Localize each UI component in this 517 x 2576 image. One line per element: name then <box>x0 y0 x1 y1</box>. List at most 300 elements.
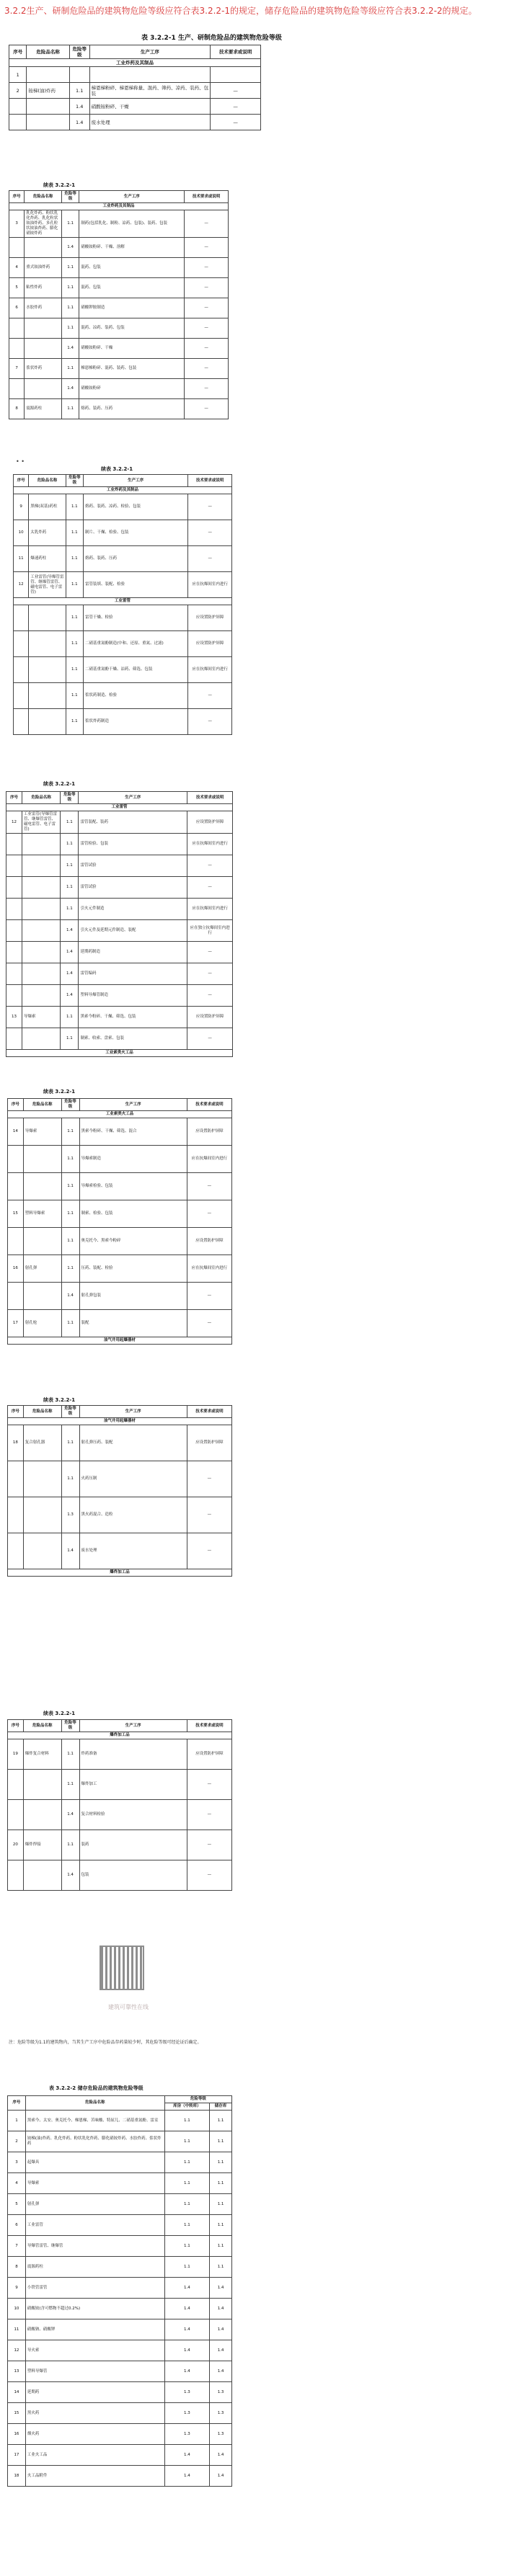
column-header: 危险等级 <box>66 475 83 487</box>
hazard-level: 1.1 <box>61 1118 79 1146</box>
table-7 <box>7 1719 232 1891</box>
row-number: 1 <box>8 2111 26 2131</box>
column-header: 危险品名称 <box>25 191 62 203</box>
product-name <box>22 899 60 920</box>
table-caption: 续表 3.2.2-1 <box>43 182 76 188</box>
column-header: 技术要求或说明 <box>187 792 233 804</box>
technical-note: — <box>188 683 232 709</box>
row-number: 3 <box>8 2152 26 2173</box>
process-description: 雷管试验 <box>79 877 187 899</box>
product-name: 震源药柱 <box>25 399 62 419</box>
technical-note: — <box>185 258 229 278</box>
hazard-level-transfer: 1.1 <box>164 2215 209 2236</box>
hazard-level: 1.1 <box>61 1007 79 1028</box>
row-number: 15 <box>8 2403 26 2424</box>
table-row <box>9 379 229 399</box>
column-header: 生产工序 <box>79 1099 187 1111</box>
technical-note: — <box>211 83 261 99</box>
process-description: 爆炸加工 <box>79 1770 187 1800</box>
row-number <box>9 99 27 115</box>
hazard-level-transfer: 1.4 <box>164 2319 209 2340</box>
table-row <box>6 963 233 985</box>
table-row <box>14 683 232 709</box>
process-description: 熔药、装药、凉药、检验、包装 <box>83 494 187 520</box>
technical-note: — <box>185 379 229 399</box>
hazard-level: 1.1 <box>61 1739 79 1770</box>
row-number: 9 <box>8 2278 26 2299</box>
column-header: 序号 <box>9 191 25 203</box>
technical-note: — <box>187 877 233 899</box>
process-description: 浆状药制造、检验 <box>83 683 187 709</box>
process-description: 黑索今粉碎、干燥、筛选、混合 <box>79 1118 187 1146</box>
table-1 <box>9 45 261 130</box>
table-row <box>8 2361 232 2382</box>
table-row <box>8 1255 232 1283</box>
table-row <box>8 2257 232 2278</box>
product-name: 起爆具 <box>25 2152 164 2173</box>
product-name <box>23 1173 61 1200</box>
hazard-level-storage: 1.4 <box>210 2299 232 2319</box>
row-number <box>6 834 22 855</box>
technical-note: 应设置防护屏障 <box>187 1739 231 1770</box>
table-row <box>8 2466 232 2487</box>
section-label: 油气井用起爆器材 <box>8 1418 232 1425</box>
table-row <box>8 1830 232 1860</box>
row-number <box>9 339 25 359</box>
hazard-level: 1.1 <box>61 258 79 278</box>
row-number <box>6 985 22 1007</box>
product-name: 工业雷管(导爆管雷管、继爆管雷管、磁电雷管、电子雷管) <box>29 572 66 598</box>
hazard-level-transfer: 1.3 <box>164 2382 209 2403</box>
table-row <box>8 1497 232 1533</box>
table-row <box>14 572 232 598</box>
technical-note <box>211 67 261 83</box>
hazard-level: 1.1 <box>61 834 79 855</box>
technical-note: 应设置防护屏障 <box>187 1007 233 1028</box>
product-name <box>27 115 69 130</box>
table-row <box>8 2445 232 2466</box>
table-row <box>14 494 232 520</box>
row-number <box>6 920 22 942</box>
process-description: 塑料导爆管制造 <box>79 985 187 1007</box>
hazard-level: 1.4 <box>61 339 79 359</box>
row-number: 9 <box>14 494 29 520</box>
technical-note: — <box>188 546 232 572</box>
hazard-level: 1.3 <box>61 1497 79 1533</box>
hazard-level: 1.1 <box>61 1173 79 1200</box>
table-row <box>8 2278 232 2299</box>
column-header: 序号 <box>14 475 29 487</box>
table-row <box>6 811 233 834</box>
hazard-level-transfer: 1.4 <box>164 2361 209 2382</box>
product-name: 爆炸焊接 <box>23 1830 61 1860</box>
table-row <box>14 546 232 572</box>
hazard-level-transfer: 1.1 <box>164 2152 209 2173</box>
technical-note: 应设置防护屏障 <box>188 605 232 631</box>
column-header: 技术要求或说明 <box>187 1099 231 1111</box>
hazard-level: 1.1 <box>61 811 79 834</box>
process-description: 装配 <box>79 1310 187 1337</box>
product-name <box>23 1800 61 1830</box>
technical-note: — <box>187 1283 231 1310</box>
hazard-level: 1.1 <box>61 1310 79 1337</box>
product-name: 塑料导爆管 <box>25 2361 164 2382</box>
table-row <box>8 1118 232 1146</box>
row-number <box>14 631 29 657</box>
column-subheader: 储存库 <box>210 2103 232 2111</box>
hazard-level: 1.1 <box>61 298 79 318</box>
row-number: 18 <box>8 1425 24 1461</box>
table-8 <box>7 2095 232 2487</box>
hazard-level: 1.1 <box>66 605 83 631</box>
row-number <box>14 683 29 709</box>
hazard-level-storage: 1.1 <box>210 2131 232 2152</box>
hazard-level: 1.1 <box>61 1228 79 1255</box>
column-header: 危险等级 <box>61 1406 79 1418</box>
process-description: 混药、包装 <box>79 278 185 298</box>
table-row <box>9 210 229 238</box>
hazard-level: 1.1 <box>61 877 79 899</box>
hazard-level: 1.1 <box>61 1425 79 1461</box>
product-name <box>22 963 60 985</box>
process-description: 雷管编码 <box>79 963 187 985</box>
table-row <box>6 985 233 1007</box>
column-header: 技术要求或说明 <box>188 475 232 487</box>
column-header: 序号 <box>8 2096 26 2111</box>
row-number: 5 <box>8 2194 26 2215</box>
column-header: 危险品名称 <box>27 45 69 59</box>
hazard-level-transfer: 1.1 <box>164 2173 209 2194</box>
column-header: 危险品名称 <box>23 1720 61 1732</box>
product-name: 塑料导爆索 <box>23 1200 61 1228</box>
row-number: 17 <box>8 1310 24 1337</box>
product-name <box>25 318 62 339</box>
table-row <box>8 2152 232 2173</box>
product-name <box>22 855 60 877</box>
technical-note: — <box>187 1461 231 1497</box>
process-description: 压药、装配、检验 <box>79 1255 187 1283</box>
product-name: 烟火药 <box>25 2424 164 2445</box>
hazard-level-storage: 1.4 <box>210 2278 232 2299</box>
hazard-level: 1.1 <box>61 855 79 877</box>
technical-note: 应在独立抗爆间室内进行 <box>187 920 233 942</box>
technical-note: 应设置防护屏障 <box>187 1425 231 1461</box>
hazard-level: 1.1 <box>66 572 83 598</box>
table-row <box>9 83 261 99</box>
table-row <box>9 399 229 419</box>
product-name: 射孔弹 <box>23 1255 61 1283</box>
column-header: 生产工序 <box>89 45 211 59</box>
column-header: 生产工序 <box>79 191 185 203</box>
process-description: 射孔弹压药、装配 <box>79 1425 187 1461</box>
section-row <box>8 1569 232 1577</box>
hazard-level: 1.4 <box>61 1533 79 1569</box>
row-number <box>8 1283 24 1310</box>
process-description: 熔药、装药、压药 <box>79 399 185 419</box>
table-row <box>9 278 229 298</box>
section-label: 工业雷管 <box>6 804 233 811</box>
row-number: 6 <box>9 298 25 318</box>
table-row <box>9 359 229 379</box>
row-number: 4 <box>8 2173 26 2194</box>
column-header: 序号 <box>8 1406 24 1418</box>
technical-note: 应设置防护屏障 <box>187 1228 231 1255</box>
hazard-level-transfer: 1.4 <box>164 2278 209 2299</box>
qr-code-image <box>100 1946 144 1990</box>
technical-note: — <box>187 963 233 985</box>
product-name: 铵梯(油)炸药 <box>27 83 69 99</box>
section-row <box>9 59 261 67</box>
table-caption: 续表 3.2.2-1 <box>43 1397 76 1403</box>
process-description: 延期药制造 <box>79 942 187 963</box>
column-header: 危险等级 <box>61 1720 79 1732</box>
section-row <box>14 487 232 494</box>
hazard-level: 1.1 <box>61 1255 79 1283</box>
product-name <box>25 238 62 258</box>
technical-note: — <box>185 399 229 419</box>
table-caption: 表 3.2.2-1 生产、研制危险品的建筑物危险等级 <box>141 35 282 42</box>
technical-note: — <box>187 1533 231 1569</box>
process-description: 雷管装配、装药 <box>79 811 187 834</box>
product-name <box>22 834 60 855</box>
product-name <box>27 67 69 83</box>
technical-note: 应在抗爆间室内进行 <box>188 572 232 598</box>
hazard-level-transfer: 1.1 <box>164 2236 209 2257</box>
process-description: 奥克托今、黑索今粉碎 <box>79 1228 187 1255</box>
product-name: 粘性炸药 <box>25 278 62 298</box>
column-header: 技术要求或说明 <box>187 1720 231 1732</box>
product-name: 导爆索 <box>23 1118 61 1146</box>
hazard-level: 1.1 <box>69 83 89 99</box>
section-row <box>8 1732 232 1739</box>
row-number: 2 <box>8 2131 26 2152</box>
product-name: 黑索今、太安、奥克托今、梯恩梯、苦味酸、特屈儿、二硝基重氮酚、雷汞 <box>25 2111 164 2131</box>
product-name <box>23 1860 61 1891</box>
hazard-level: 1.4 <box>69 115 89 130</box>
table-6 <box>7 1405 232 1577</box>
column-header: 技术要求或说明 <box>187 1406 231 1418</box>
separator-dots: • • <box>16 458 25 465</box>
section-label: 工业雷管 <box>14 598 232 605</box>
process-description: 雷管试验 <box>79 855 187 877</box>
row-number <box>9 238 25 258</box>
process-description: 硝酸铵粉碎、干燥 <box>89 99 211 115</box>
process-description: 梯恩梯粉碎、梯恩梯称量、混药、筛药、凉药、装药、包装 <box>89 83 211 99</box>
technical-note: — <box>187 1028 233 1050</box>
hazard-level-storage: 1.4 <box>210 2361 232 2382</box>
row-number: 11 <box>14 546 29 572</box>
hazard-level: 1.1 <box>61 399 79 419</box>
product-name <box>23 1283 61 1310</box>
row-number: 5 <box>9 278 25 298</box>
product-name: 太乳炸药 <box>29 520 66 546</box>
technical-note: — <box>187 942 233 963</box>
product-name: 重式铵油炸药 <box>25 258 62 278</box>
section-row <box>6 804 233 811</box>
process-description: 火药压制 <box>79 1461 187 1497</box>
process-description: 混药、凉药、装药、包装 <box>79 318 185 339</box>
technical-note: 应设置防护屏障 <box>188 631 232 657</box>
technical-note: — <box>188 494 232 520</box>
row-number <box>8 1533 24 1569</box>
table-row <box>8 2111 232 2131</box>
product-name: 导爆管雷管、继爆管 <box>25 2236 164 2257</box>
column-header: 序号 <box>6 792 22 804</box>
process-description: 引火元件及延期元件制造、装配 <box>79 920 187 942</box>
table-row <box>6 899 233 920</box>
product-name: 工业火工品 <box>25 2445 164 2466</box>
row-number <box>6 1028 22 1050</box>
table-row <box>8 1800 232 1830</box>
row-number <box>9 379 25 399</box>
hazard-level: 1.1 <box>61 899 79 920</box>
row-number <box>6 942 22 963</box>
hazard-level: 1.1 <box>61 1146 79 1173</box>
table-2 <box>9 190 229 419</box>
product-name: 工业雷管(导爆管雷管、继爆管雷管、磁电雷管、电子雷管) <box>22 811 60 834</box>
hazard-level-storage: 1.1 <box>210 2152 232 2173</box>
row-number <box>8 1800 24 1830</box>
row-number <box>8 1497 24 1533</box>
process-description: 导爆索制造 <box>79 1146 187 1173</box>
product-name: 黑梯(双基)药柱 <box>29 494 66 520</box>
process-description: 黑索今粉碎、干燥、筛选、包装 <box>79 1007 187 1028</box>
row-number: 16 <box>8 2424 26 2445</box>
hazard-level: 1.1 <box>61 1770 79 1800</box>
hazard-level: 1.1 <box>61 1461 79 1497</box>
technical-note: — <box>185 210 229 238</box>
row-number: 8 <box>8 2257 26 2278</box>
table-row <box>8 2173 232 2194</box>
process-description: 复合材料检验 <box>79 1800 187 1830</box>
hazard-level-transfer: 1.3 <box>164 2403 209 2424</box>
technical-note: 应设置防护屏障 <box>187 1118 231 1146</box>
product-name: 黑火药 <box>25 2403 164 2424</box>
table-row <box>6 1028 233 1050</box>
product-name: 射孔枪 <box>23 1310 61 1337</box>
process-description: 熔药、装药、压药 <box>83 546 187 572</box>
table-row <box>9 115 261 130</box>
technical-note: — <box>185 298 229 318</box>
process-description: 导爆索检验、包装 <box>79 1173 187 1200</box>
technical-note: 应在抗爆间室内进行 <box>188 657 232 683</box>
hazard-level: 1.1 <box>66 494 83 520</box>
table-3 <box>13 474 232 735</box>
table-row <box>6 1007 233 1028</box>
row-number: 2 <box>9 83 27 99</box>
column-header: 生产工序 <box>79 1406 187 1418</box>
header-row <box>6 792 233 804</box>
table-row <box>6 942 233 963</box>
column-header: 危险等级 <box>61 792 79 804</box>
table-row <box>8 1425 232 1461</box>
column-header: 序号 <box>8 1720 24 1732</box>
hazard-level: 1.1 <box>66 520 83 546</box>
hazard-level-storage: 1.1 <box>210 2236 232 2257</box>
product-name: 复合射孔器 <box>23 1425 61 1461</box>
table-row <box>8 1461 232 1497</box>
table-row <box>8 1173 232 1200</box>
process-description: 硝酸铵粉碎 <box>79 379 185 399</box>
table-row <box>14 631 232 657</box>
table-5 <box>7 1098 232 1345</box>
product-name <box>23 1770 61 1800</box>
product-name: 导爆索 <box>22 1007 60 1028</box>
product-name: 导火索 <box>25 2340 164 2361</box>
hazard-level-storage: 1.4 <box>210 2340 232 2361</box>
hazard-level-storage: 1.1 <box>210 2173 232 2194</box>
row-number <box>6 899 22 920</box>
table-caption: 表 3.2.2-2 储存危险品的建筑物危险等级 <box>49 2085 143 2091</box>
table-row <box>6 834 233 855</box>
row-number: 18 <box>8 2466 26 2487</box>
table-row <box>9 298 229 318</box>
row-number <box>6 877 22 899</box>
table-row <box>8 2236 232 2257</box>
technical-note: — <box>187 855 233 877</box>
product-name: 铵梯(油)炸药、乳化炸药、粉状乳化炸药、膨化硝铵炸药、水胶炸药、浆状炸药 <box>25 2131 164 2152</box>
technical-note: — <box>185 339 229 359</box>
product-name: 爆速药柱 <box>29 546 66 572</box>
table-row <box>8 2340 232 2361</box>
table-row <box>8 2131 232 2152</box>
product-name: 震源药柱 <box>25 2257 164 2278</box>
row-number <box>14 605 29 631</box>
process-description: 制药(包括乳化、制粉、凉药、包装)、装药、包装 <box>79 210 185 238</box>
technical-note: — <box>185 278 229 298</box>
process-description: 炸药准备 <box>79 1739 187 1770</box>
process-description: 制索、检验、包装 <box>79 1200 187 1228</box>
technical-note: — <box>185 318 229 339</box>
header-row <box>9 45 261 59</box>
process-description: 梯恩梯粉碎、混药、装药、包装 <box>79 359 185 379</box>
hazard-level: 1.4 <box>61 379 79 399</box>
header-row <box>8 2096 232 2103</box>
row-number: 20 <box>8 1830 24 1860</box>
row-number: 16 <box>8 1255 24 1283</box>
hazard-level: 1.4 <box>61 238 79 258</box>
hazard-level: 1.1 <box>61 278 79 298</box>
product-name <box>23 1461 61 1497</box>
column-header: 危险品名称 <box>22 792 60 804</box>
table-note: 注：危险等级为1.1的建筑物内，当其生产工序中危险品存药量较少时，其危险等级可经论证后确定。 <box>9 2040 202 2045</box>
row-number: 1 <box>9 67 27 83</box>
process-description: 雷管干燥、检验 <box>83 605 187 631</box>
table-row <box>8 1228 232 1255</box>
header-row <box>9 191 229 203</box>
section-label: 爆炸加工品 <box>8 1569 232 1577</box>
hazard-level-transfer: 1.4 <box>164 2340 209 2361</box>
intro-text: 3.2.2生产、研制危险品的建筑物危险等级应符合表3.2.2-1的规定，储存危险品的建筑物危险等级应符合表3.2.2-2的规定。 <box>4 6 477 16</box>
column-header: 危险品名称 <box>23 1099 61 1111</box>
row-number <box>9 318 25 339</box>
hazard-level: 1.4 <box>61 1800 79 1830</box>
technical-note: 应在抗爆间室内进行 <box>187 1146 231 1173</box>
process-description: 装药 <box>79 1830 187 1860</box>
table-row <box>8 2403 232 2424</box>
watermark-text: 建筑可靠性在线 <box>108 2004 149 2010</box>
technical-note: 应设置防护屏障 <box>187 811 233 834</box>
row-number <box>8 1146 24 1173</box>
table-row <box>9 67 261 83</box>
section-row <box>8 1337 232 1345</box>
row-number: 7 <box>8 2236 26 2257</box>
hazard-level <box>69 67 89 83</box>
product-name <box>29 683 66 709</box>
row-number: 12 <box>8 2340 26 2361</box>
header-row <box>8 1406 232 1418</box>
row-number <box>14 709 29 735</box>
